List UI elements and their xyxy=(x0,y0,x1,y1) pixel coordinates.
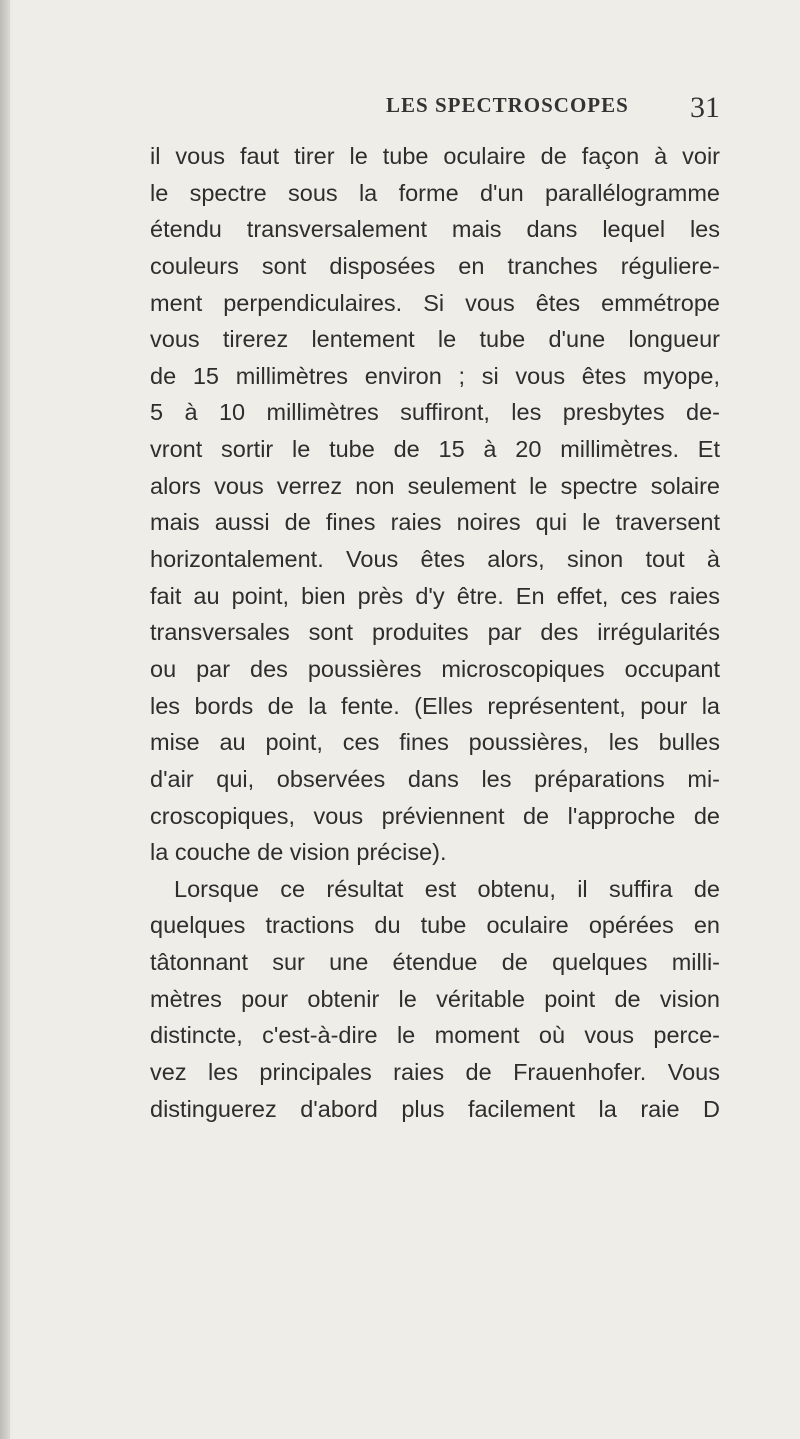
text-line: tâtonnant sur une étendue de quelques milli- xyxy=(150,949,720,976)
text-line: il vous faut tirer le tube oculaire de façon à voir xyxy=(150,143,720,169)
binding-edge xyxy=(0,0,10,1439)
text-line: distincte, c'est-à-dire le moment où vous perce- xyxy=(150,1022,720,1049)
text-line: 5 à 10 millimètres suffiront, les presbytes de- xyxy=(150,399,720,426)
text-line: transversales sont produites par des irrégularités xyxy=(150,619,720,646)
text-line: étendu transversalement mais dans lequel les xyxy=(150,216,720,243)
text-line: d'air qui, observées dans les préparations mi- xyxy=(150,765,720,792)
text-line: mais aussi de fines raies noires qui le traversent xyxy=(150,509,720,536)
text-line: couleurs sont disposées en tranches réguliere- xyxy=(150,252,720,279)
text-line: horizontalement. Vous êtes alors, sinon tout à xyxy=(150,546,720,573)
text-line: de 15 millimètres environ ; si vous êtes myope, xyxy=(150,362,720,389)
text-line: croscopiques, vous préviennent de l'approche de xyxy=(150,802,720,829)
text-line: la couche de vision précise). xyxy=(150,839,447,866)
text-line: fait au point, bien près d'y être. En effet, ces raies xyxy=(150,582,720,609)
text-line: vront sortir le tube de 15 à 20 millimètres. Et xyxy=(150,436,720,463)
page-number: 31 xyxy=(690,91,720,124)
text-line: vez les principales raies de Frauenhofer. Vous xyxy=(150,1059,720,1086)
text-line: quelques tractions du tube oculaire opérées en xyxy=(150,912,720,939)
text-line: distinguerez d'abord plus facilement la raie D xyxy=(150,1095,720,1122)
text-line: les bords de la fente. (Elles représentent, pour la xyxy=(150,692,720,719)
text-line: vous tirerez lentement le tube d'une longueur xyxy=(150,326,720,353)
text-line: mètres pour obtenir le véritable point de vision xyxy=(150,985,720,1012)
running-head xyxy=(150,93,720,133)
running-title: LES SPECTROSCOPES xyxy=(386,93,629,117)
text-line: mise au point, ces fines poussières, les bulles xyxy=(150,729,720,756)
text-line: ou par des poussières microscopiques occupant xyxy=(150,655,720,682)
text-line: alors vous verrez non seulement le spectre solaire xyxy=(150,472,720,499)
text-line: ment perpendiculaires. Si vous êtes emmétrope xyxy=(150,289,720,316)
text-line: Lorsque ce résultat est obtenu, il suffira de xyxy=(174,875,720,902)
text-line: le spectre sous la forme d'un parallélogramme xyxy=(150,179,720,206)
body-text xyxy=(150,138,720,1127)
